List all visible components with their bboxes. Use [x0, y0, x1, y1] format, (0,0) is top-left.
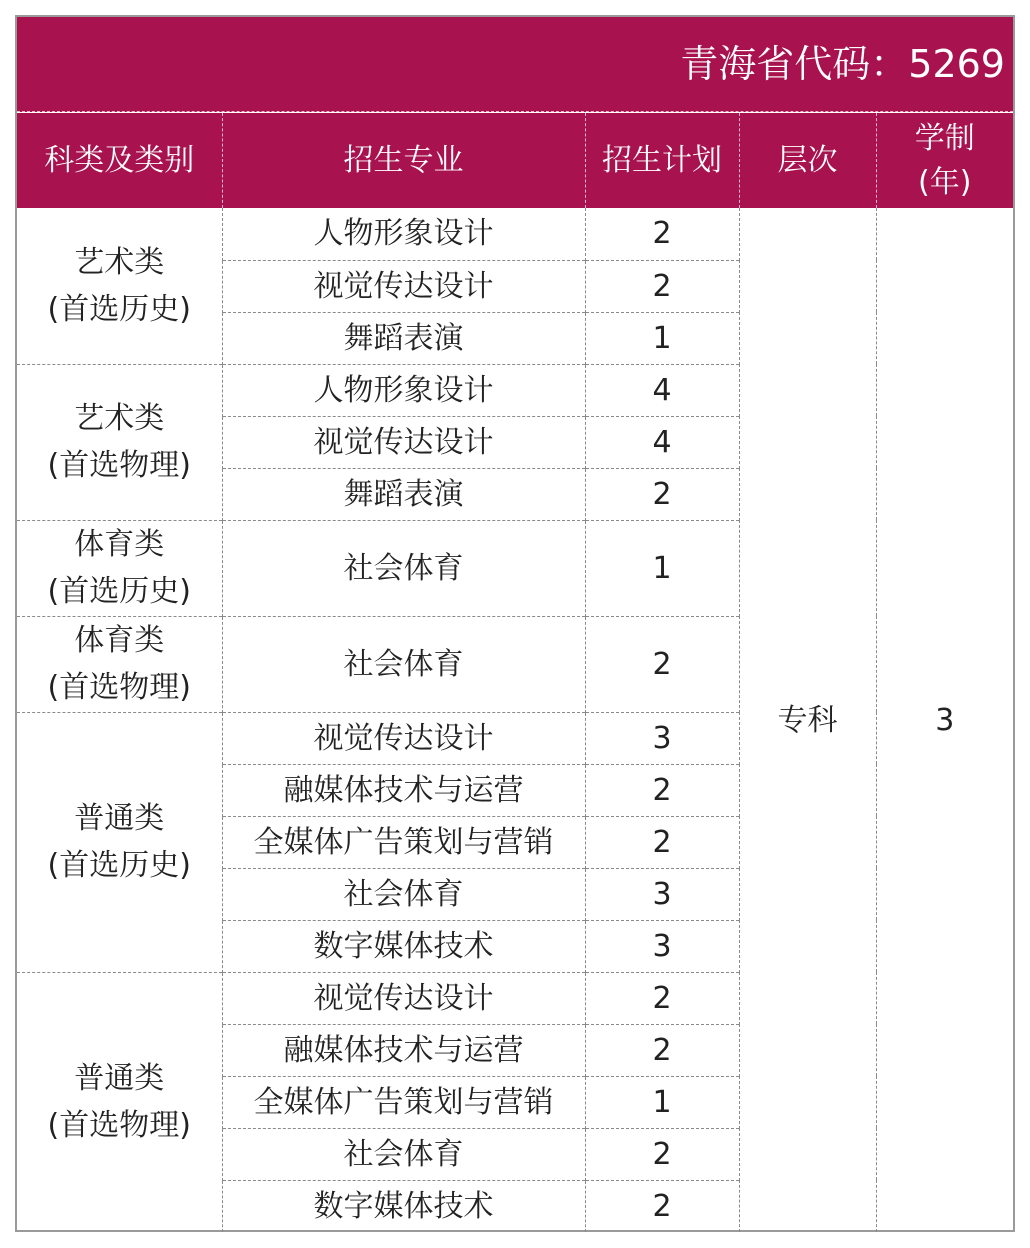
category-subject: (首选物理) [47, 448, 191, 483]
category-name: 普通类 [74, 801, 165, 836]
plan-cell: 4 [585, 416, 739, 468]
major-cell: 舞蹈表演 [222, 468, 585, 520]
category-cell [17, 972, 222, 1232]
header-category: 科类及类别 [17, 113, 222, 208]
category-subject: (首选历史) [47, 848, 191, 883]
category-cell [17, 616, 222, 712]
major-cell: 社会体育 [222, 520, 585, 616]
major-cell: 舞蹈表演 [222, 312, 585, 364]
category-name: 普通类 [74, 1061, 165, 1097]
header-major: 招生专业 [222, 113, 585, 208]
category-name: 艺术类 [74, 244, 165, 280]
major-cell: 全媒体广告策划与营销 [222, 1076, 585, 1128]
category-cell [17, 364, 222, 520]
category-name: 艺术类 [74, 401, 165, 436]
plan-cell: 2 [585, 764, 739, 816]
plan-cell: 3 [585, 868, 739, 920]
major-cell: 社会体育 [222, 868, 585, 920]
category-name: 体育类 [74, 527, 165, 562]
plan-cell: 2 [585, 468, 739, 520]
category-subject: (首选历史) [47, 574, 191, 609]
enrollment-table-frame [15, 15, 1015, 1232]
category-subject: (首选物理) [47, 1108, 191, 1144]
enrollment-plan-table [17, 113, 1013, 1232]
plan-cell: 2 [585, 1128, 739, 1180]
plan-cell: 2 [585, 1024, 739, 1076]
plan-cell: 2 [585, 616, 739, 712]
major-cell: 融媒体技术与运营 [222, 764, 585, 816]
category-cell [17, 208, 222, 364]
plan-cell: 1 [585, 1076, 739, 1128]
province-code-title: 青海省代码：5269 [17, 17, 1013, 112]
plan-cell: 2 [585, 208, 739, 260]
header-plan: 招生计划 [585, 113, 739, 208]
plan-cell: 2 [585, 1180, 739, 1232]
major-cell: 社会体育 [222, 1128, 585, 1180]
category-name: 体育类 [74, 623, 165, 658]
table-header-row [17, 113, 1013, 208]
major-cell: 全媒体广告策划与营销 [222, 816, 585, 868]
major-cell: 社会体育 [222, 616, 585, 712]
major-cell: 数字媒体技术 [222, 1180, 585, 1232]
plan-cell: 2 [585, 260, 739, 312]
category-subject: (首选物理) [47, 670, 191, 705]
major-cell: 人物形象设计 [222, 208, 585, 260]
major-cell: 人物形象设计 [222, 364, 585, 416]
header-years-line2: (年) [918, 164, 972, 200]
category-cell [17, 520, 222, 616]
plan-cell: 3 [585, 920, 739, 972]
major-cell: 融媒体技术与运营 [222, 1024, 585, 1076]
major-cell: 视觉传达设计 [222, 972, 585, 1024]
plan-cell: 2 [585, 972, 739, 1024]
major-cell: 数字媒体技术 [222, 920, 585, 972]
header-level: 层次 [739, 113, 876, 208]
major-cell: 视觉传达设计 [222, 260, 585, 312]
major-cell: 视觉传达设计 [222, 712, 585, 764]
plan-cell: 3 [585, 712, 739, 764]
level-cell: 专科 [739, 208, 876, 1232]
years-cell: 3 [876, 208, 1013, 1232]
category-cell [17, 712, 222, 972]
category-subject: (首选历史) [47, 291, 191, 327]
plan-cell: 2 [585, 816, 739, 868]
header-years-line1: 学制 [914, 120, 975, 156]
plan-cell: 4 [585, 364, 739, 416]
header-years [876, 113, 1013, 208]
plan-cell: 1 [585, 312, 739, 364]
plan-cell: 1 [585, 520, 739, 616]
major-cell: 视觉传达设计 [222, 416, 585, 468]
table-row [17, 208, 1013, 260]
